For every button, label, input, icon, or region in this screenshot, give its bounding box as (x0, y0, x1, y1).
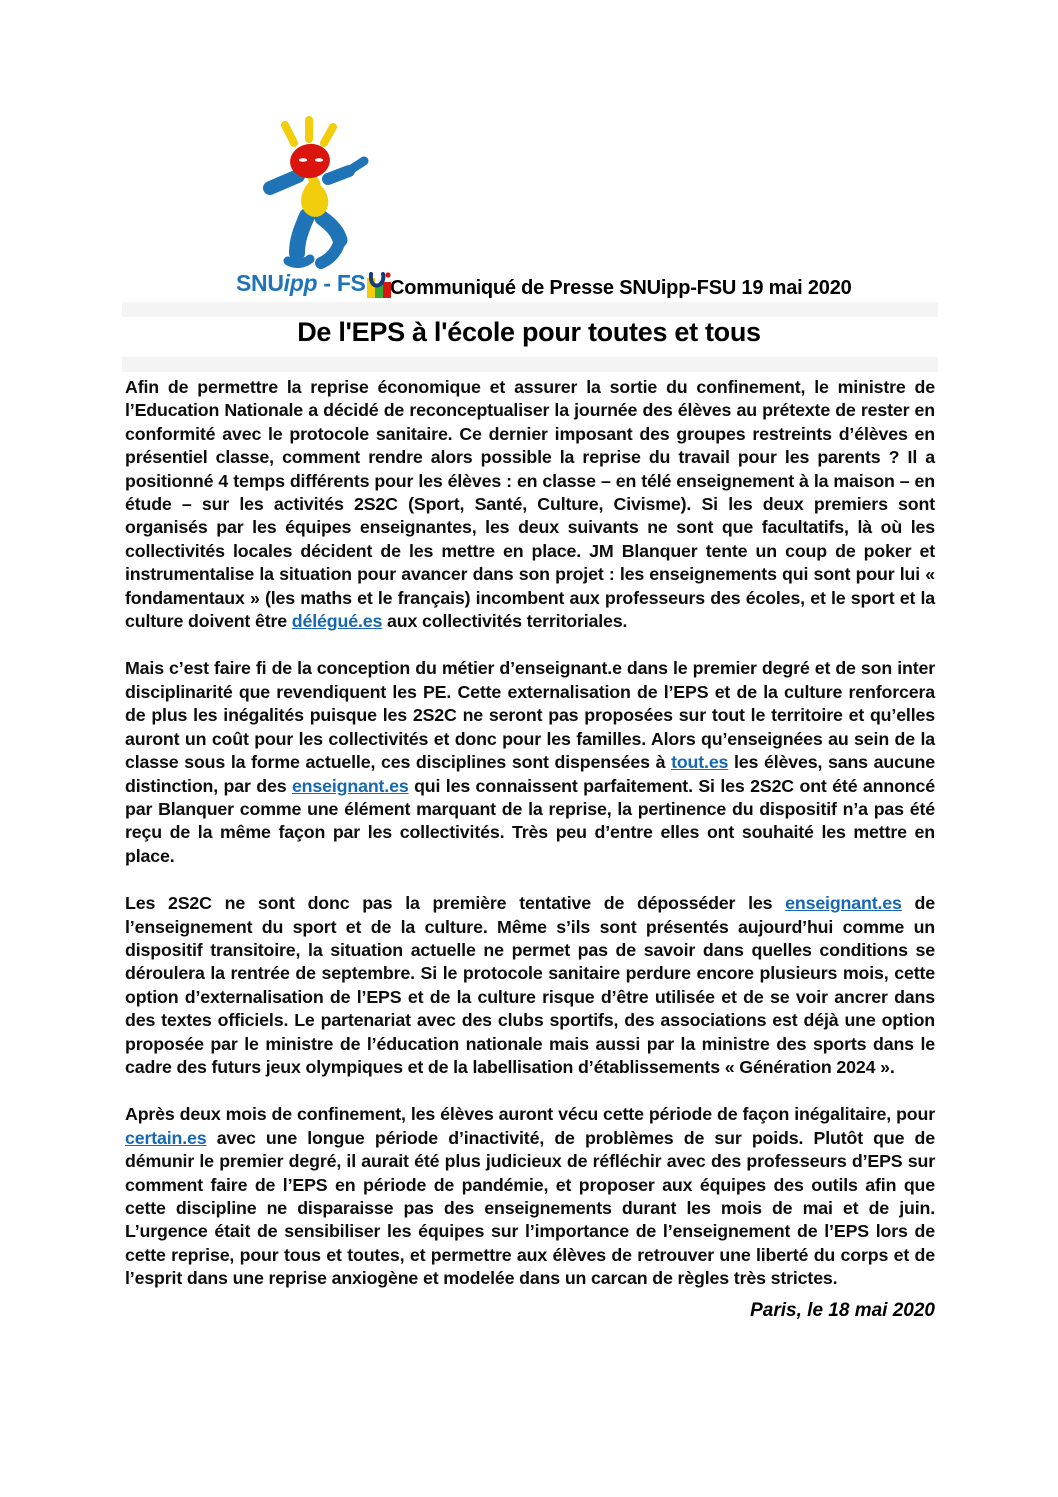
inline-link[interactable]: enseignant.es (291, 775, 409, 796)
dateline: Paris, le 18 mai 2020 (750, 1300, 935, 1321)
snuipp-fsu-wordmark (236, 270, 391, 302)
paragraph-3 (125, 892, 935, 1079)
wordmark-snu: SNU (236, 270, 284, 296)
text-run: aux collectivités territoriales. (382, 611, 628, 632)
divider-band-top (122, 302, 938, 317)
snuipp-logo-figure-icon (258, 112, 398, 270)
press-release-heading: Communiqué de Presse SNUipp-FSU 19 mai 2020 (390, 277, 852, 299)
inline-link[interactable]: délégué.es (291, 611, 383, 632)
text-run: les élèves, sans aucune distinction, par des (125, 752, 935, 796)
text-run: de l’enseignement du sport et de la culture. Même s’ils sont présentés aujourd’hui comme un dispositif transitoire, la situation actuelle ne permet pas de savoir dans quelles conditions se déroulera la rentrée de septembre. Si le protocole sanitaire perdure encore plusieurs mois, cette option d’externalisation de l’EPS et de la culture risque d’être utilisée et de se voir ancrer dans des textes officiels. Le partenariat avec des clubs sportifs, des associations est déjà une option proposée par le ministre de l’éducation nationale mais aussi par la ministre des sports dans le cadre des futurs jeux olympiques et de la labellisation d’établissements « Génération 2024 ». (125, 893, 935, 1077)
inline-link[interactable]: enseignant.es (785, 893, 902, 914)
page-title: De l'EPS à l'école pour toutes et tous (297, 317, 761, 347)
text-run: qui les connaissent parfaitement. Si les 2S2C ont été annoncé par Blanquer comme une élément marquant de la reprise, la pertinence du dispositif n’a pas été reçu de la même façon par les collectivités. Très peu d’entre elles ont souhaité les mettre en place. (125, 775, 935, 866)
inline-link[interactable]: certain.es (125, 1127, 207, 1148)
document-body (125, 376, 935, 1315)
wordmark-fs: FS (336, 270, 366, 296)
fsu-emblem-icon (367, 271, 391, 298)
wordmark-dash: - (317, 270, 337, 296)
text-run: Afin de permettre la reprise économique et assurer la sortie du confinement, le ministre de l’Education Nationale a décidé de reconceptualiser la journée des élèves au prétexte de rester en conformité avec le protocole sanitaire. Ce dernier imposant des groupes restreints d’élèves en présentiel classe, comment rendre alors possible la reprise du travail pour les parents ? Il a positionné 4 temps différents pour les élèves : en classe – en télé enseignement à la maison – en étude – sur les activités 2S2C (Sport, Santé, Culture, Civisme). Si les deux premiers sont organisés par les équipes enseignantes, les deux suivants ne sont que facultatifs, là où les collectivités locales décident de les mettre en place. JM Blanquer tente un coup de poker et instrumentalise la situation pour avancer dans son projet : les enseignements qui sont pour lui « fondamentaux » (les maths et le français) incombent aux professeurs des écoles, et le sport et la culture doivent être (125, 377, 935, 632)
text-run: avec une longue période d’inactivité, de problèmes de sur poids. Plutôt que de démunir le premier degré, il aurait été plus judicieux de réfléchir avec des professeurs d’EPS sur comment faire de l’EPS en période de pandémie, et proposer aux équipes des outils afin que cette discipline ne disparaisse pas des enseignements durant les mois de mai et de juin. L’urgence était de sensibiliser les équipes sur l’importance de l’enseignement de l’EPS lors de cette reprise, pour tous et toutes, et permettre aux élèves de retrouver une liberté du corps et de l’esprit dans une reprise anxiogène et modelée dans un carcan de règles très strictes. (125, 1127, 935, 1289)
text-run: Mais c’est faire fi de la conception du métier d’enseignant.e dans le premier degré et de son inter disciplinarité que revendiquent les PE. Cette externalisation de l’EPS et de la culture renforcera de plus les inégalités puisque les 2S2C ne seront pas proposées sur tout le territoire et qu’elles auront un coût pour les collectivités et donc pour les familles. Alors qu’enseignées au sein de la classe sous la forme actuelle, ces disciplines sont dispensées à (125, 658, 935, 773)
text-run: Après deux mois de confinement, les élèves auront vécu cette période de façon inégalitaire, pour (125, 1104, 935, 1125)
paragraph-2 (125, 657, 935, 868)
text-run: Les 2S2C ne sont donc pas la première tentative de déposséder les (125, 893, 786, 914)
paragraph-4 (125, 1103, 935, 1290)
inline-link[interactable]: tout.es (671, 752, 729, 773)
divider-band-bottom (122, 357, 938, 372)
wordmark-ipp: ipp (283, 270, 318, 296)
paragraph-1 (125, 376, 935, 633)
